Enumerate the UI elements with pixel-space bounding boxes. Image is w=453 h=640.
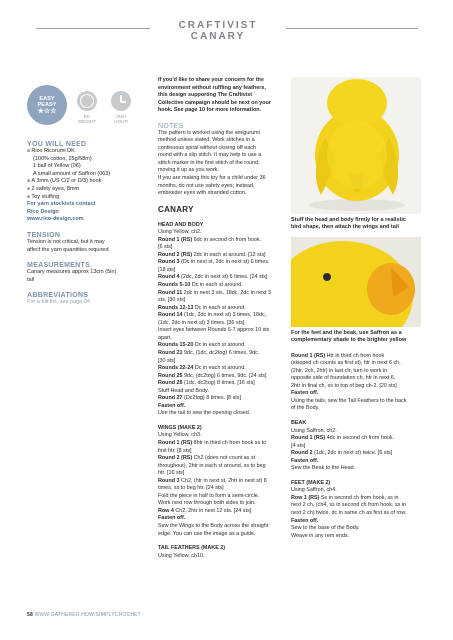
notes-line: stitch marker in the first stitch of the round, — [158, 159, 260, 166]
instruction-text: 2dc in each st around. [12 sts] — [192, 251, 266, 258]
instruction-line — [291, 383, 421, 391]
yarn-weight-label — [70, 114, 104, 124]
instruction-text: Dc in each st around. — [193, 304, 246, 311]
tension-heading: TENSION — [27, 231, 61, 239]
notes-line: months, do not use safety eyes; instead, — [158, 182, 255, 189]
intro-line: this design supporting The Craftivist — [158, 92, 253, 99]
head-body-heading: HEAD AND BODY — [158, 221, 204, 228]
instruction-text: 2htr in final ch, ss to top of beg ch-2. [20 sts] — [291, 382, 397, 389]
instruction-lead: Round 2 (RS) — [158, 455, 193, 462]
header-rule-left — [36, 28, 150, 29]
instruction-text: next 2 ch) twice, dc in same ch as first ss of row. — [291, 510, 407, 517]
instruction-line — [291, 533, 421, 541]
instruction-line — [158, 297, 280, 305]
instruction-text: Dc in each st around. — [190, 282, 243, 289]
instruction-text: Sew the Wings to the Body across the straight — [158, 522, 269, 529]
instruction-line — [158, 448, 280, 456]
materials-item: (100% cotton, 25g/58m) — [33, 155, 92, 162]
instruction-text: Using Yellow, ch3. — [158, 432, 202, 439]
instruction-line — [158, 244, 280, 252]
instruction-lead: Round 1 (RS) — [291, 435, 326, 442]
instruction-lead: Round 1 (RS) — [291, 352, 326, 359]
instruction-line — [158, 274, 280, 282]
measurements-text: tall — [27, 276, 35, 283]
instruction-line — [291, 510, 421, 518]
materials-item: 1 ball of Yellow (06) — [33, 163, 81, 170]
instruction-text: (1dc, 2dc in next st) 3 times, 18dc, — [182, 312, 267, 319]
beak-photo — [291, 237, 421, 327]
feet-heading: FEET (MAKE 2) — [291, 479, 331, 486]
tail-heading: TAIL FEATHERS (MAKE 2) — [158, 545, 226, 552]
header-rule-right — [286, 28, 418, 29]
instruction-text: 9dc, (dc2tog) 6 times, 9dc. [24 sts] — [182, 372, 267, 379]
wings-instructions — [158, 432, 280, 538]
instruction-line — [158, 523, 280, 531]
instruction-lead: Round 2 — [291, 450, 313, 457]
instruction-text: sts. [30 sts] — [158, 297, 186, 304]
pattern-column-main — [158, 77, 280, 560]
instruction-text: 6dc in second ch from hook. — [192, 236, 262, 243]
instruction-line — [158, 252, 280, 260]
notes-heading: NOTES — [158, 122, 184, 130]
photo-column — [291, 77, 421, 540]
instruction-text: Using Yellow, ch2. — [158, 229, 202, 236]
canary-illustration — [291, 77, 421, 214]
info-sidebar — [27, 85, 139, 307]
instruction-line — [158, 380, 280, 388]
instruction-text: (skipped ch counts as first st), htr in next 6 ch, — [291, 360, 401, 367]
difficulty-stars-icon: ★☆☆ — [37, 108, 57, 115]
instruction-text: Using Saffron, ch2. — [291, 427, 337, 434]
instruction-line — [158, 365, 280, 373]
instruction-text: Ch2, (htr in next st, 2htr in next st) 8 — [179, 477, 267, 484]
instruction-text: [6 sts] — [158, 244, 173, 251]
instruction-lead: Round 11 — [158, 289, 183, 296]
instruction-line — [291, 502, 421, 510]
instruction-text: Stuff Head and Body. — [158, 387, 209, 394]
instruction-line — [291, 398, 421, 406]
instruction-text: Sew the Beak to the Head. — [291, 465, 356, 472]
beak-heading: BEAK — [291, 420, 307, 426]
page-header-title: CRAFTIVIST CANARY — [178, 20, 258, 42]
notes-line: round with a slip stitch. It may help to use a — [158, 152, 262, 159]
photo-caption: For the feet and the beak, use Saffron as a — [291, 329, 402, 336]
you-will-need-heading: YOU WILL NEED — [27, 141, 87, 148]
instruction-line — [291, 525, 421, 533]
instruction-lead: Round 1 (RS) — [158, 439, 193, 446]
intro-line: Collective campaign should be next on your — [158, 99, 271, 106]
instruction-lead: Fasten off. — [291, 517, 319, 524]
instruction-line — [291, 487, 421, 495]
instruction-lead: Fasten off. — [291, 390, 319, 397]
instruction-text: Using Yellow, ch10. — [158, 552, 205, 559]
instruction-line — [158, 485, 280, 493]
instruction-line — [158, 305, 280, 313]
clock-icon — [111, 91, 131, 111]
instruction-text: [30 sts] — [158, 357, 176, 364]
photo-caption: bird shape, then attach the wings and tail — [291, 224, 399, 231]
instruction-line — [158, 388, 280, 396]
instruction-line — [158, 267, 280, 275]
page-number: 58 — [27, 612, 33, 618]
instruction-text: opposite side of foundation ch, htr in next 6, — [291, 375, 396, 382]
instruction-text: (2dc, 2dc in next st) 6 times. [24 sts] — [179, 274, 268, 281]
instruction-line — [158, 320, 280, 328]
instruction-text: (Dc in next st, 2dc in next st) 6 times. — [179, 259, 270, 266]
instruction-text: Insert eyes between Rounds 6-7 approx 10 sts — [158, 327, 270, 334]
instruction-line — [158, 237, 280, 245]
intro-paragraph — [158, 77, 280, 115]
notes-line: embroider eyes with stranded cotton. — [158, 190, 247, 197]
instruction-lead: Round 21 — [158, 349, 183, 356]
instruction-line — [291, 405, 421, 413]
instruction-line — [158, 470, 280, 478]
instruction-text: (1dc, 2dc in next st) twice. [6 sts] — [312, 450, 393, 457]
instruction-line — [158, 440, 280, 448]
instruction-lead: Round 25 — [158, 372, 183, 379]
instruction-text: throughout), 2htr in each st around, ss to beg — [158, 462, 266, 469]
instruction-lead: Row 4 — [158, 507, 174, 514]
instruction-text: Htr in third ch from hook — [325, 352, 385, 359]
head-body-instructions — [158, 229, 280, 418]
instruction-lead: Round 4 — [158, 274, 180, 281]
notes-line: moving it up as you work. — [158, 167, 219, 174]
instruction-lead: Fasten off. — [291, 457, 319, 464]
instruction-line — [158, 455, 280, 463]
instruction-text: of the Body. — [291, 405, 320, 412]
instruction-line — [158, 403, 280, 411]
notes-line: continuous spiral without closing off each — [158, 144, 256, 151]
stockists-text: Rico Design — [27, 208, 59, 215]
abbreviations-heading: ABBREVIATIONS — [27, 292, 89, 300]
yarn-weight-line-2: WEIGHT — [77, 119, 97, 124]
instruction-line — [158, 500, 280, 508]
instruction-text: Using Saffron, ch4. — [291, 487, 337, 494]
instruction-line — [158, 410, 280, 418]
intro-line: hook. See page 10 for more information. — [158, 107, 262, 114]
materials-item: ■ Toy stuffing — [27, 194, 139, 202]
instruction-lead: Round 1 (RS) — [158, 236, 193, 243]
wings-heading: WINGS (MAKE 2) — [158, 424, 202, 431]
instruction-lead: Rounds 15-20 — [158, 342, 194, 349]
instruction-text: 9dc, (1dc, dc2tog) 6 times, 9dc. — [182, 349, 260, 356]
instruction-text: Ch2, 2htr in next 12 sts. [24 sts] — [173, 507, 252, 514]
measurements-text: Canary measures approx 13cm (5in) — [27, 269, 117, 276]
instruction-text: Dc in each st around. — [193, 365, 246, 372]
instruction-text: Using the tails, sew the Tail Feathers to the back — [291, 397, 407, 404]
instruction-line — [158, 493, 280, 501]
instruction-line — [158, 335, 280, 343]
instruction-lead: Fasten off. — [158, 402, 186, 409]
instruction-text: apart. — [158, 334, 172, 341]
instruction-line — [291, 495, 421, 503]
materials-item: ■ Rico Ricorumi DK — [27, 148, 139, 156]
photo-caption: Stuff the head and body firmly for a realistic — [291, 217, 406, 223]
instruction-lead: Rounds 22-24 — [158, 365, 194, 372]
page-header — [0, 20, 453, 42]
instruction-line — [291, 360, 421, 368]
instruction-line — [158, 478, 280, 486]
canary-photo — [291, 77, 421, 214]
pattern-badges — [27, 85, 139, 133]
instruction-line — [158, 358, 280, 366]
instruction-text: htr. [16 sts] — [158, 470, 185, 477]
difficulty-label-2: PEASY — [37, 102, 57, 108]
instruction-lead: Round 3 — [158, 259, 180, 266]
time-line-2: HOUR — [114, 119, 128, 124]
instruction-text: Weave in any rem ends. — [291, 532, 350, 539]
instruction-text: Ss in second ch from hook, ss in — [319, 494, 399, 501]
tail-instructions — [158, 553, 280, 561]
materials-item: A small amount of Saffron (063) — [33, 170, 111, 177]
instruction-line — [291, 390, 421, 398]
materials-item: ■ 2 safety eyes, 8mm — [27, 186, 139, 194]
instruction-text: (2htr, 2ch, 2htr) in last ch, turn to work in — [291, 367, 388, 374]
time-label — [104, 114, 138, 124]
instruction-text: (1dc, dc2tog) 8 times. [16 sts] — [182, 380, 255, 387]
instruction-line — [158, 342, 280, 350]
instruction-text: Dc in each st around. — [193, 342, 246, 349]
instruction-text: (1dc, 2dc in next st) 3 times. [36 sts] — [158, 319, 245, 326]
instruction-lead: Fasten off. — [158, 515, 186, 522]
difficulty-label-1: EASY — [39, 96, 55, 102]
instruction-line — [291, 428, 421, 436]
instruction-line — [291, 443, 421, 451]
instruction-text: next 2 ch, (ch4, ss in second ch from hook, ss in — [291, 502, 407, 509]
instruction-lead: Round 3 — [158, 477, 180, 484]
instruction-line — [158, 312, 280, 320]
tension-text: Tension is not critical, but it may — [27, 238, 105, 245]
feet-instructions — [291, 487, 421, 540]
instruction-line — [158, 463, 280, 471]
instruction-line — [158, 327, 280, 335]
instruction-line — [158, 531, 280, 539]
materials-item: ■ A 3mm (US C/2 or D/3) hook — [27, 178, 139, 186]
instruction-text: 8htr in third ch from hook ss to — [192, 439, 267, 446]
instruction-line — [158, 373, 280, 381]
instruction-line — [291, 450, 421, 458]
instruction-lead: Row 1 (RS) — [291, 494, 320, 501]
notes-line: The pattern is worked using the amigurumi — [158, 129, 260, 136]
notes-line: If you are making this toy for a child under 36 — [158, 175, 266, 182]
instruction-lead: Rounds 12-13 — [158, 304, 194, 311]
instruction-line — [158, 553, 280, 561]
instruction-text: 2dc in next 3 sts, 18dc, 2dc in next 3 — [182, 289, 271, 296]
intro-line: environment without ruffling any feathers, — [158, 84, 266, 91]
instruction-text: first htr. [8 sts] — [158, 447, 192, 454]
instruction-text: Sew to the base of the Body. — [291, 525, 360, 532]
instruction-line — [158, 350, 280, 358]
instruction-lead: Rounds 5-10 — [158, 282, 191, 289]
yarn-weight-line-1: DK — [83, 114, 91, 119]
instruction-line — [158, 282, 280, 290]
intro-line: If you'd like to share your concern for the — [158, 77, 264, 83]
instruction-line — [158, 395, 280, 403]
instruction-text: (Dc2tog) 8 times. [8 sts] — [182, 395, 241, 402]
instruction-line — [158, 515, 280, 523]
instruction-text: [4 sts] — [291, 442, 306, 449]
notes-line: method unless stated. Work stitches in a — [158, 137, 255, 144]
instruction-text: times, ss to beg htr. [24 sts] — [158, 485, 224, 492]
stockists-text: For yarn stockists contact — [27, 201, 96, 208]
instruction-line — [291, 518, 421, 526]
instruction-lead: Round 27 — [158, 395, 183, 402]
time-line-1: 3MH — [116, 114, 126, 119]
stockists-link[interactable]: www.rico-design.com — [27, 216, 84, 223]
page-footer — [27, 612, 141, 618]
measurements-heading: MEASUREMENTS — [27, 262, 91, 270]
instruction-text: Use the tail to sew the opening closed. — [158, 410, 251, 417]
instruction-lead: Round 26 — [158, 380, 183, 387]
beak-illustration — [291, 237, 421, 327]
instruction-line — [291, 368, 421, 376]
instruction-line — [291, 465, 421, 473]
tension-text: affect the yarn quantities required — [27, 246, 109, 253]
instruction-text: edge. You can use the image as a guide. — [158, 530, 256, 537]
difficulty-badge — [27, 85, 67, 125]
beak-instructions — [291, 428, 421, 473]
notes-text — [158, 130, 280, 198]
footer-url: WWW.GATHERED.HOW/SIMPLYCROCHET — [34, 612, 141, 618]
abbreviations-text: For a full list, see page 94 — [27, 299, 90, 306]
instruction-line — [158, 229, 280, 237]
instruction-text: 4dc in second ch from hook. — [325, 435, 395, 442]
instruction-lead: Round 14 — [158, 312, 183, 319]
instruction-text: [18 sts] — [158, 266, 176, 273]
photo-caption: complementary shade to the brighter yellow — [291, 337, 407, 344]
instruction-line — [291, 458, 421, 466]
instruction-line — [291, 353, 421, 361]
instruction-lead: Round 2 (RS) — [158, 251, 193, 258]
instruction-line — [291, 435, 421, 443]
instruction-line — [158, 259, 280, 267]
instruction-text: Work next row through both sides to join. — [158, 500, 256, 507]
tail-continued-instructions — [291, 353, 421, 413]
instruction-text: Fold the piece in half to form a semi-circle. — [158, 492, 260, 499]
instruction-text: Ch2 (does not count as st — [192, 455, 256, 462]
canary-heading: CANARY — [158, 204, 194, 214]
instruction-line — [158, 290, 280, 298]
instruction-line — [291, 375, 421, 383]
instruction-line — [158, 508, 280, 516]
instruction-line — [158, 432, 280, 440]
yarn-ball-icon — [77, 91, 97, 111]
